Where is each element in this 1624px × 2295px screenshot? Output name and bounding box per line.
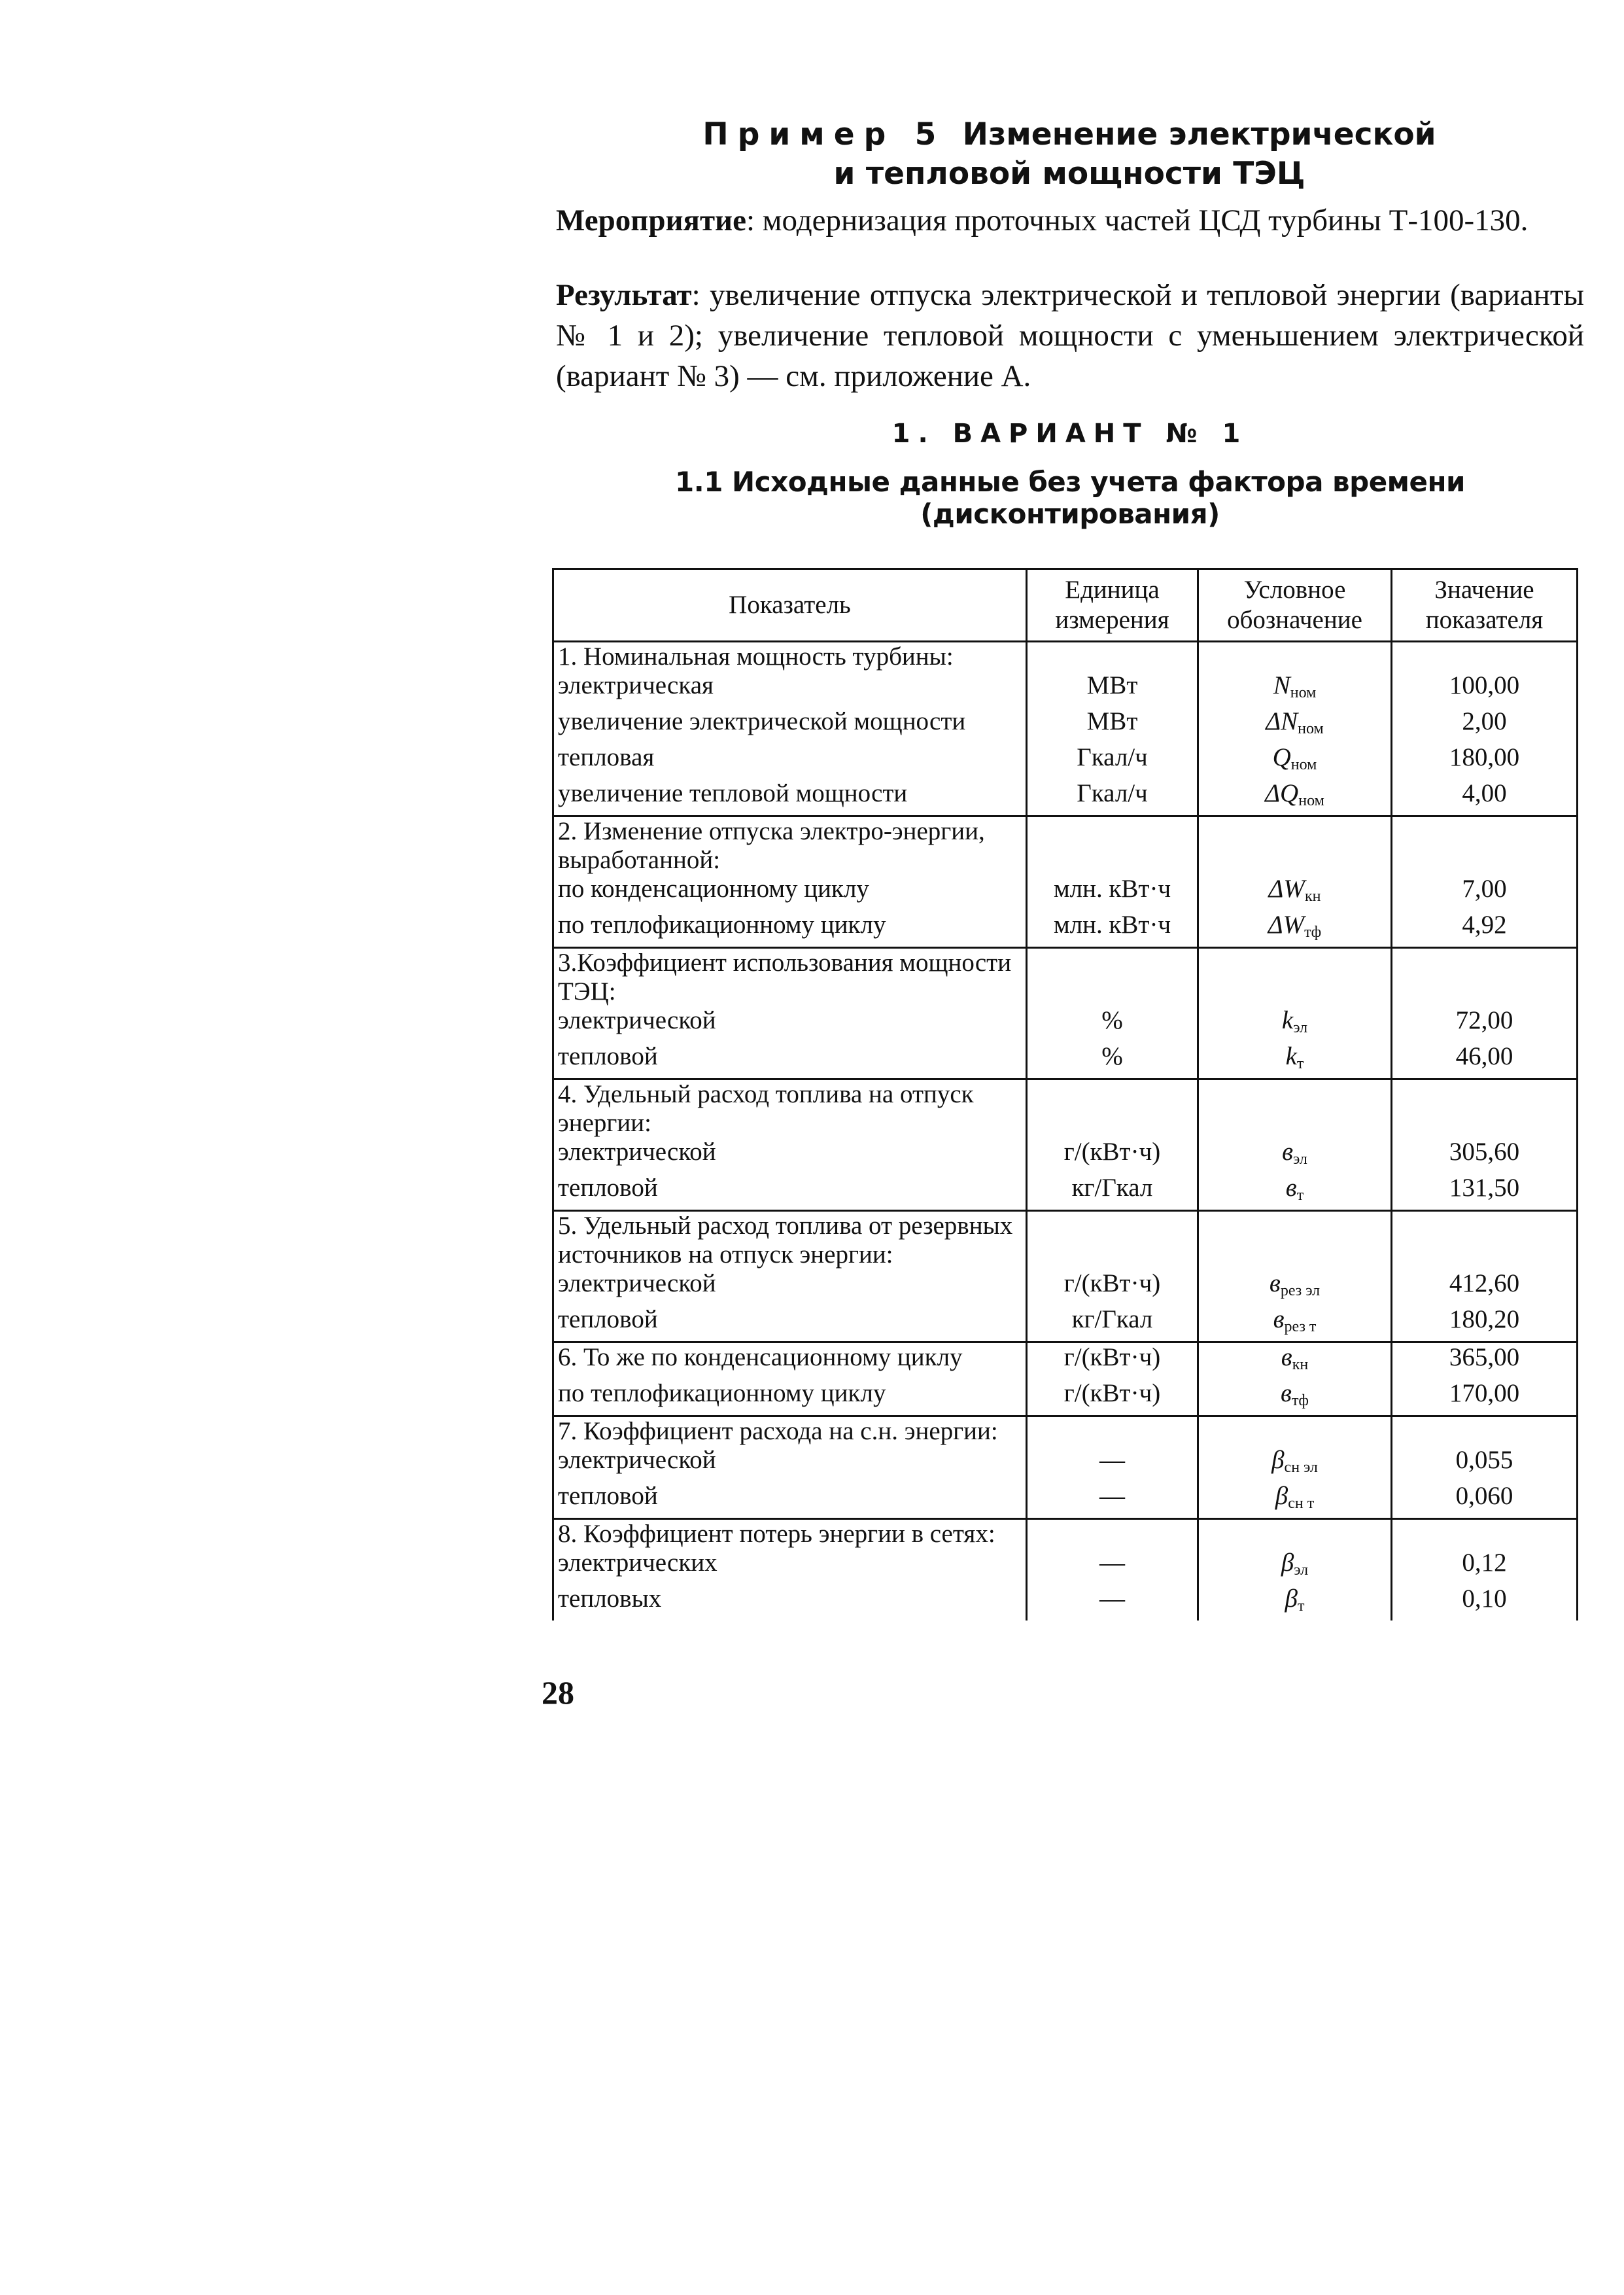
value-cell xyxy=(1392,948,1578,1007)
symbol-cell xyxy=(1198,671,1392,707)
symbol-cell xyxy=(1198,1416,1392,1446)
symbol-subscript: ном xyxy=(1290,684,1317,701)
table-row xyxy=(553,1379,1578,1416)
indicator-cell: 6. То же по конденсационному циклу xyxy=(553,1342,1027,1380)
value-cell: 412,60 xyxy=(1392,1269,1578,1305)
value-cell: 180,20 xyxy=(1392,1305,1578,1342)
indicator-cell: электрической xyxy=(553,1006,1027,1042)
table-row xyxy=(553,1042,1578,1079)
title-example-number: Пример 5 xyxy=(702,116,946,152)
indicator-cell: 7. Коэффициент расхода на с.н. энергии: xyxy=(553,1416,1027,1446)
table-row xyxy=(553,671,1578,707)
table-row xyxy=(553,1174,1578,1211)
indicator-cell: электрическая xyxy=(553,671,1027,707)
symbol-cell xyxy=(1198,743,1392,779)
result-paragraph xyxy=(556,275,1584,396)
symbol-cell xyxy=(1198,1379,1392,1416)
symbol-main: ΔW xyxy=(1268,875,1305,903)
symbol-cell xyxy=(1198,1519,1392,1549)
unit-cell: Гкал/ч xyxy=(1027,743,1198,779)
source-data-table xyxy=(552,568,1578,1621)
table-row xyxy=(553,1519,1578,1549)
value-cell: 0,10 xyxy=(1392,1585,1578,1621)
symbol-main: k xyxy=(1285,1042,1297,1070)
table-row xyxy=(553,707,1578,743)
table-row xyxy=(553,642,1578,672)
indicator-cell: 2. Изменение отпуска электро-энергии, выработанной: xyxy=(553,816,1027,875)
unit-cell: — xyxy=(1027,1446,1198,1482)
symbol-subscript: ном xyxy=(1298,792,1324,809)
value-cell: 131,50 xyxy=(1392,1174,1578,1211)
value-cell xyxy=(1392,1519,1578,1549)
measure-text: : модернизация проточных частей ЦСД турбины Т-100-130. xyxy=(746,203,1529,237)
indicator-cell: электрических xyxy=(553,1549,1027,1585)
unit-cell: МВт xyxy=(1027,707,1198,743)
subsection-heading: 1.1 Исходные данные без учета фактора времени (дисконтирования) xyxy=(675,466,1465,530)
symbol-cell xyxy=(1198,875,1392,911)
unit-cell: — xyxy=(1027,1585,1198,1621)
unit-cell: кг/Гкал xyxy=(1027,1174,1198,1211)
unit-cell: кг/Гкал xyxy=(1027,1305,1198,1342)
unit-cell xyxy=(1027,948,1198,1007)
table-row xyxy=(553,1269,1578,1305)
symbol-main: β xyxy=(1281,1549,1294,1577)
measure-label: Мероприятие xyxy=(556,203,746,237)
symbol-cell xyxy=(1198,1305,1392,1342)
indicator-cell: по теплофикационному циклу xyxy=(553,911,1027,948)
indicator-cell: 1. Номинальная мощность турбины: xyxy=(553,642,1027,672)
measure-paragraph xyxy=(556,200,1584,241)
indicator-cell: тепловая xyxy=(553,743,1027,779)
symbol-main: в xyxy=(1273,1305,1285,1333)
title-line-1 xyxy=(562,115,1576,154)
symbol-cell xyxy=(1198,1269,1392,1305)
symbol-cell xyxy=(1198,1138,1392,1174)
symbol-subscript: кн xyxy=(1292,1356,1309,1373)
symbol-subscript: т xyxy=(1296,1055,1304,1072)
symbol-main: в xyxy=(1282,1138,1294,1166)
symbol-main: k xyxy=(1281,1006,1294,1034)
table-row xyxy=(553,1585,1578,1621)
symbol-main: β xyxy=(1275,1482,1288,1510)
value-cell: 7,00 xyxy=(1392,875,1578,911)
unit-cell: Гкал/ч xyxy=(1027,779,1198,816)
indicator-cell: тепловой xyxy=(553,1482,1027,1519)
symbol-cell xyxy=(1198,1211,1392,1270)
symbol-cell xyxy=(1198,1342,1392,1380)
symbol-subscript: эл xyxy=(1293,1019,1308,1036)
indicator-cell: по теплофикационному циклу xyxy=(553,1379,1027,1416)
symbol-cell xyxy=(1198,816,1392,875)
title-line-1-rest: Изменение электрической xyxy=(962,116,1436,152)
symbol-subscript: рез эл xyxy=(1280,1282,1321,1299)
symbol-cell xyxy=(1198,707,1392,743)
symbol-cell xyxy=(1198,911,1392,948)
symbol-cell xyxy=(1198,1174,1392,1211)
indicator-cell: 3.Коэффициент использования мощности ТЭЦ: xyxy=(553,948,1027,1007)
symbol-cell xyxy=(1198,948,1392,1007)
value-cell: 365,00 xyxy=(1392,1342,1578,1380)
table-row xyxy=(553,1211,1578,1270)
value-cell xyxy=(1392,1211,1578,1270)
symbol-subscript: эл xyxy=(1293,1151,1307,1168)
table-row xyxy=(553,948,1578,1007)
unit-cell xyxy=(1027,642,1198,672)
symbol-cell xyxy=(1198,1042,1392,1079)
value-cell xyxy=(1392,642,1578,672)
symbol-subscript: ном xyxy=(1290,756,1317,773)
indicator-cell: тепловой xyxy=(553,1042,1027,1079)
symbol-main: ΔN xyxy=(1266,707,1298,735)
table-row xyxy=(553,1305,1578,1342)
indicator-cell: 4. Удельный расход топлива на отпуск энергии: xyxy=(553,1079,1027,1138)
value-cell: 0,12 xyxy=(1392,1549,1578,1585)
symbol-cell xyxy=(1198,1549,1392,1585)
value-cell: 72,00 xyxy=(1392,1006,1578,1042)
symbol-subscript: эл xyxy=(1294,1562,1309,1579)
section-heading: 1. ВАРИАНТ № 1 xyxy=(891,419,1249,449)
table-row xyxy=(553,743,1578,779)
symbol-main: в xyxy=(1281,1379,1292,1407)
table-row xyxy=(553,779,1578,816)
indicator-cell: электрической xyxy=(553,1446,1027,1482)
value-cell: 2,00 xyxy=(1392,707,1578,743)
table-row xyxy=(553,816,1578,875)
symbol-main: β xyxy=(1285,1585,1298,1613)
indicator-cell: 8. Коэффициент потерь энергии в сетях: xyxy=(553,1519,1027,1549)
symbol-main: ΔW xyxy=(1268,911,1305,939)
value-cell xyxy=(1392,1079,1578,1138)
symbol-main: N xyxy=(1273,671,1290,699)
value-cell: 0,060 xyxy=(1392,1482,1578,1519)
symbol-subscript: ном xyxy=(1298,720,1324,737)
value-cell xyxy=(1392,1416,1578,1446)
value-cell: 170,00 xyxy=(1392,1379,1578,1416)
symbol-subscript: сн т xyxy=(1288,1495,1315,1512)
unit-cell: — xyxy=(1027,1482,1198,1519)
table-row xyxy=(553,911,1578,948)
table-row xyxy=(553,1006,1578,1042)
value-cell: 100,00 xyxy=(1392,671,1578,707)
unit-cell: г/(кВт·ч) xyxy=(1027,1342,1198,1380)
table-row xyxy=(553,1416,1578,1446)
header-indicator: Показатель xyxy=(553,569,1027,642)
symbol-subscript: кн xyxy=(1304,888,1321,905)
symbol-subscript: рез т xyxy=(1284,1318,1317,1335)
symbol-subscript: тф xyxy=(1304,924,1322,941)
indicator-cell: увеличение электрической мощности xyxy=(553,707,1027,743)
table-header-row xyxy=(553,569,1578,642)
value-cell: 4,00 xyxy=(1392,779,1578,816)
symbol-main: β xyxy=(1271,1446,1285,1474)
indicator-cell: электрической xyxy=(553,1269,1027,1305)
value-cell: 4,92 xyxy=(1392,911,1578,948)
header-value: Значение показателя xyxy=(1392,569,1578,642)
unit-cell: — xyxy=(1027,1549,1198,1585)
table-body xyxy=(553,642,1578,1621)
header-symbol: Условное обозначение xyxy=(1198,569,1392,642)
table-row xyxy=(553,1446,1578,1482)
symbol-main: в xyxy=(1281,1343,1292,1371)
value-cell xyxy=(1392,816,1578,875)
symbol-subscript: т xyxy=(1296,1187,1304,1204)
value-cell: 0,055 xyxy=(1392,1446,1578,1482)
table-row xyxy=(553,875,1578,911)
unit-cell xyxy=(1027,1416,1198,1446)
value-cell: 180,00 xyxy=(1392,743,1578,779)
table-row xyxy=(553,1342,1578,1380)
symbol-cell xyxy=(1198,642,1392,672)
example-title xyxy=(562,115,1576,194)
symbol-cell xyxy=(1198,1079,1392,1138)
table-row xyxy=(553,1549,1578,1585)
table-row xyxy=(553,1079,1578,1138)
symbol-subscript: сн эл xyxy=(1284,1459,1318,1476)
unit-cell xyxy=(1027,816,1198,875)
unit-cell xyxy=(1027,1079,1198,1138)
indicator-cell: тепловой xyxy=(553,1174,1027,1211)
indicator-cell: тепловой xyxy=(553,1305,1027,1342)
indicator-cell: тепловых xyxy=(553,1585,1027,1621)
table-row xyxy=(553,1138,1578,1174)
unit-cell xyxy=(1027,1211,1198,1270)
unit-cell: г/(кВт·ч) xyxy=(1027,1138,1198,1174)
symbol-main: в xyxy=(1269,1269,1281,1297)
symbol-cell xyxy=(1198,1006,1392,1042)
indicator-cell: 5. Удельный расход топлива от резервных источников на отпуск энергии: xyxy=(553,1211,1027,1270)
symbol-main: в xyxy=(1285,1174,1297,1202)
symbol-main: ΔQ xyxy=(1265,779,1299,807)
unit-cell xyxy=(1027,1519,1198,1549)
symbol-subscript: т xyxy=(1297,1598,1305,1615)
value-cell: 46,00 xyxy=(1392,1042,1578,1079)
unit-cell: % xyxy=(1027,1042,1198,1079)
table-row xyxy=(553,1482,1578,1519)
symbol-cell xyxy=(1198,1585,1392,1621)
unit-cell: % xyxy=(1027,1006,1198,1042)
symbol-subscript: тф xyxy=(1291,1392,1309,1409)
title-line-2: и тепловой мощности ТЭЦ xyxy=(833,156,1305,192)
indicator-cell: увеличение тепловой мощности xyxy=(553,779,1027,816)
header-unit: Единица измерения xyxy=(1027,569,1198,642)
indicator-cell: электрической xyxy=(553,1138,1027,1174)
symbol-cell xyxy=(1198,779,1392,816)
unit-cell: МВт xyxy=(1027,671,1198,707)
unit-cell: млн. кВт·ч xyxy=(1027,911,1198,948)
symbol-cell xyxy=(1198,1482,1392,1519)
value-cell: 305,60 xyxy=(1392,1138,1578,1174)
result-text: : увеличение отпуска электрической и тепловой энергии (варианты № 1 и 2); увеличение тепловой мощности с уменьшением электрической (вариант № 3) — см. приложение А. xyxy=(556,278,1584,393)
unit-cell: г/(кВт·ч) xyxy=(1027,1269,1198,1305)
indicator-cell: по конденсационному циклу xyxy=(553,875,1027,911)
unit-cell: млн. кВт·ч xyxy=(1027,875,1198,911)
page-number: 28 xyxy=(542,1674,574,1711)
symbol-main: Q xyxy=(1272,743,1291,771)
symbol-cell xyxy=(1198,1446,1392,1482)
result-label: Результат xyxy=(556,278,692,312)
unit-cell: г/(кВт·ч) xyxy=(1027,1379,1198,1416)
